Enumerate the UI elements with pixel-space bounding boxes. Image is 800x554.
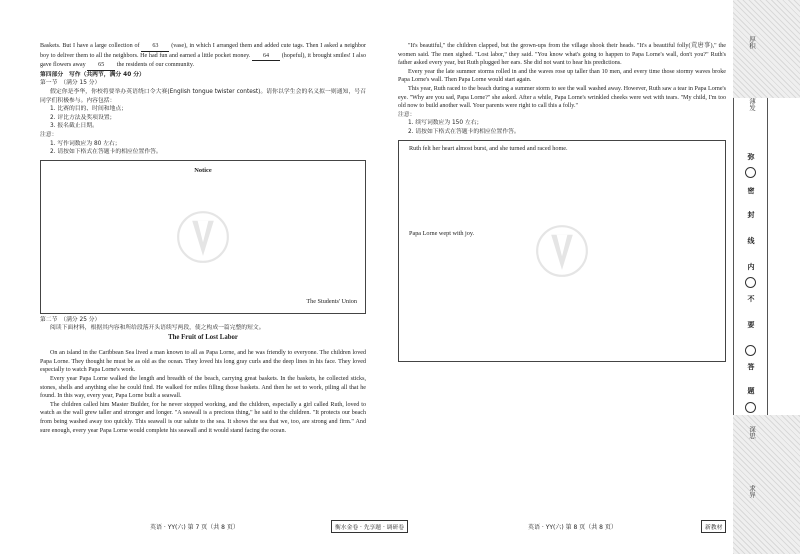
seal-char-8: 答 [747,363,755,371]
notes-label: 注意： [40,131,58,138]
cloze-paragraph [40,42,366,71]
notes-label-right: 注意： [398,111,416,118]
story-title: The Fruit of Lost Labor [168,333,238,341]
section2-prompt: 阅读下面材料，根据其内容和所给段落开头语续写两段，使之构成一篇完整的短文。 [50,325,265,332]
section1-req-3: 3. 报名截止日期。 [50,123,98,130]
seal-circle-icon [745,167,756,178]
cloze-text-b: (vase), in which I arranged them and added cute tags. Then I asked a neighbor boy to deliver them to all the neighbors. He had fun and earned a little pocket money. [40,43,367,59]
note-1-right: 1. 续写词数应为 150 左右； [408,120,483,127]
story-paragraph-6: This year, Ruth raced to the beach during a summer storm to see the wall washed away. However, Ruth saw a tear in Papa Lorne's eye. "Why are you sad, Papa Lorne?" she asked. After a while, Papa Lorne's wrinkled cheeks were wet with tears. "My child, I'm too old now to build another wall. Your parents were right to call this a folly." [398,85,726,110]
note-2-right: 2. 请按如下格式在答题卡的相应位置作答。 [408,128,520,135]
seal-char-2: 密 [747,187,755,195]
continuation-answer-box [398,140,726,362]
left-column [40,42,366,435]
footer-page-7: 英语 · YY(六) 第 7 页（共 8 页） [150,524,239,531]
section1-req-2: 2. 评比方法及奖项设置； [50,114,116,121]
sidebar-label-bofa: 薄发 [748,98,756,111]
story-paragraph-5: Every year the late summer storms rolled in and the waves rose up taller than 10 men, and every time those stormy waves broke Papa Lorne's wall. Then Papa Lorne would start again. [398,68,726,84]
notice-answer-box [40,160,366,314]
watermark-logo-icon [176,210,230,264]
footer-edition-tag: 新教材 [701,520,726,533]
section2-heading: 第二节 （满分 25 分） [40,316,101,323]
continuation-opener-2: Papa Lorne wept with joy. [409,229,475,237]
seal-char-6: 不 [747,295,755,303]
seal-circle-icon [745,345,756,356]
cloze-text-c: (hopeful), it brought smiles! I also gave flowers away [40,52,366,69]
section1-req-1: 1. 比赛的目的、时间和地点； [50,106,127,113]
story-paragraph-3: The children called him Master Builder, for he never stopped working, and the children, especially a girl called Ruth, loved to watch as the wall grew taller and stronger and longer. "A seawall is a precious thing," he said to the children. "It protects our beach from being washed away too quickly. This seawall is our salute to the sea. It shows the sea that we, too, are strong and firm." And sure enough, every year Papa Lorne would complete his seawall and it would stand facing the ocean. [40,401,366,434]
watermark-logo-icon [535,224,589,278]
blank-64: 64 [252,52,280,62]
sidebar-label-houji: 厚积 [748,36,756,49]
seal-char-7: 要 [747,321,755,329]
continuation-opener-1: Ruth felt her heart almost burst, and she turned and raced home. [409,144,568,152]
footer-brand-tag: 衡水金卷 · 先享题 · 调研卷 [331,520,408,533]
note-1: 1. 写作词数应为 80 左右； [50,140,121,147]
seal-circle-icon [745,277,756,288]
seal-circle-icon [745,402,756,413]
story-paragraph-4: "It's beautiful," the children clapped, but the grown-ups from the village shook their heads. "It's a beautiful folly(荒唐事)," the women said. The men sighed. "Lost labor," they said. "You know what's going to happen to Papa Lorne's wall, don't you?" Ruth's father asked every year, but Ruth plugged her ears. She did not want to hear his predictions. [398,43,726,67]
cloze-text-d: the residents of our community. [116,62,195,69]
binding-sidebar [733,0,800,554]
section1-heading: 第一节 （满分 15 分） [40,80,101,87]
seal-char-3: 封 [747,211,755,219]
seal-char-1: 弥 [747,153,755,161]
seal-char-4: 线 [747,237,755,245]
sidebar-label-shensi: 深思 [748,426,756,439]
sidebar-label-qiuyi: 求异 [748,485,756,498]
note-2: 2. 请按如下格式在答题卡的相应位置作答。 [50,149,162,156]
story-paragraph-1: On an island in the Caribbean Sea lived a man known to all as Papa Lorne, and he was friendly to everyone. The children loved Papa Lorne. They thought he must be as old as the ocean. They loved his long gray curls and the deep lines in his face. They loved especially to watch Papa Lorne's work. [40,350,366,374]
notice-title: Notice [194,166,212,174]
seal-char-5: 内 [747,263,755,271]
seal-char-9: 题 [747,387,755,395]
sidebar-cell-top [733,0,800,98]
part4-heading: 第四部分 写作（共两节，满分 40 分） [40,71,145,78]
section1-prompt: 假定你是李华，你校将要举办英语绕口令大赛(English tongue twister contest)。请你以学生会的名义拟一则通知，号召同学们积极参与。内容包括： [40,88,366,104]
story-paragraph-2: Every year Papa Lorne walked the length and breadth of the beach, carrying great baskets. In the baskets, he collected sticks, stones, shells and anything else he could find. He walked for miles filling those baskets. And then he set to work, piling all that he found. In this way, every year, Papa Lorne built a seawall. [40,376,366,400]
notice-signature: The Students' Union [306,298,357,306]
blank-65: 65 [87,61,115,71]
cloze-text-a: Baskets. But I have a large collection of [40,43,140,49]
right-column [398,42,726,364]
footer-page-8: 英语 · YY(六) 第 8 页（共 8 页） [528,524,617,531]
blank-63: 63 [141,42,169,52]
